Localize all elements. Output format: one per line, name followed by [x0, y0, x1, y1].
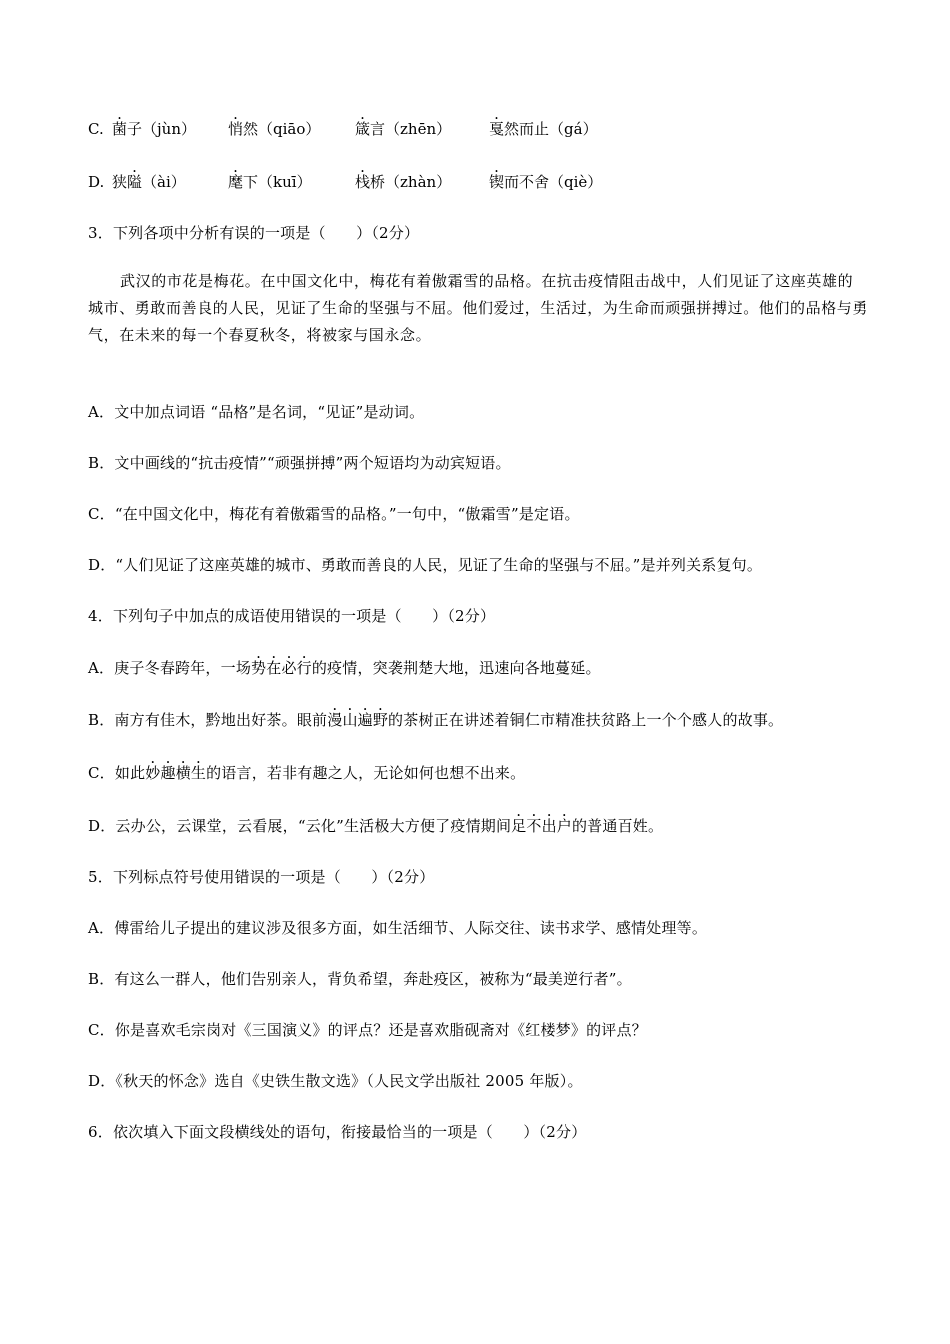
q4-a-pre: A．庚子冬春跨年，一场	[88, 659, 252, 677]
q2-d2-post: 下	[243, 173, 259, 191]
q2-c1-dotted: 菌	[112, 120, 128, 138]
q4-stem: 4．下列句子中加点的成语使用错误的一项是（ ）（2分）	[88, 607, 496, 625]
q4-d-post: 的普通百姓。	[571, 817, 664, 835]
q4-b-pre: B．南方有佳木，黔地出好茶。眼前	[88, 711, 328, 729]
q4-option-c	[88, 763, 525, 783]
dotted-char: 出	[541, 817, 557, 835]
q2-option-c-label: C.	[88, 120, 104, 138]
q3-option-a: A．文中加点词语 “品格”是名词，“见证”是动词。	[88, 403, 425, 421]
q2-c4-pinyin: （gá）	[549, 120, 598, 138]
q2-d1-pinyin: （ài）	[142, 173, 186, 191]
q2-d4-post: 而不舍	[504, 173, 550, 191]
q2-option-c-item-1	[112, 119, 196, 139]
dotted-char: 山	[342, 711, 358, 729]
q3-passage	[88, 268, 868, 349]
q2-option-d-item-1	[112, 172, 186, 192]
q4-b-idiom	[327, 711, 388, 729]
q6-stem: 6．依次填入下面文段横线处的语句，衔接最恰当的一项是（ ）（2分）	[88, 1123, 587, 1141]
q2-c4-dotted: 戛	[489, 120, 505, 138]
dotted-char: 横	[175, 764, 191, 782]
dotted-char: 在	[266, 659, 282, 677]
q4-b-post: 的茶树正在讲述着铜仁市精准扶贫路上一个个感人的故事。	[388, 711, 784, 729]
q2-c2-pinyin: （qiāo）	[258, 120, 321, 138]
q2-d2-pinyin: （kuī）	[258, 173, 312, 191]
q3-stem: 3．下列各项中分析有误的一项是（ ）（2分）	[88, 224, 420, 242]
dotted-char: 行	[296, 659, 312, 677]
q2-d1-dotted: 隘	[127, 173, 143, 191]
q2-c1-pinyin: （jùn）	[142, 120, 197, 138]
q5-option-b: B．有这么一群人，他们告别亲人，背负希望，奔赴疫区，被称为“最美逆行者”。	[88, 970, 632, 988]
q2-c4-post: 然而止	[504, 120, 550, 138]
dotted-char: 户	[556, 817, 572, 835]
q4-option-a	[88, 658, 601, 678]
dotted-char: 妙	[145, 764, 161, 782]
dotted-char: 足	[511, 817, 527, 835]
q5-option-a: A．傅雷给儿子提出的建议涉及很多方面，如生活细节、人际交往、读书求学、感情处理等。	[88, 919, 708, 937]
q3-option-d: D．“人们见证了这座英雄的城市、勇敢而善良的人民，见证了生命的坚强与不屈。”是并列关系复句。	[88, 556, 763, 574]
q2-c2-post: 然	[243, 120, 259, 138]
q4-option-d	[88, 816, 663, 836]
dotted-char: 必	[281, 659, 297, 677]
q2-option-d-item-3	[355, 172, 451, 192]
q4-option-b	[88, 710, 783, 730]
q3-option-b: B．文中画线的“抗击疫情”“顽强拼搏”两个短语均为动宾短语。	[88, 454, 511, 472]
q2-d3-dotted: 栈	[355, 173, 371, 191]
q4-d-pre: D．云办公，云课堂，云看展，“云化”生活极大方便了疫情期间	[88, 817, 512, 835]
q5-option-d: D．《秋天的怀念》选自《史铁生散文选》（人民文学出版社 2005 年版）。	[88, 1072, 583, 1090]
q5-option-c: C．你是喜欢毛宗岗对《三国演义》的评点？还是喜欢脂砚斋对《红楼梦》的评点？	[88, 1021, 647, 1039]
dotted-char: 不	[526, 817, 542, 835]
q2-option-c-item-3	[355, 119, 451, 139]
dotted-char: 势	[251, 659, 267, 677]
q3-passage-text: 武汉的市花是梅花。在中国文化中，梅花有着傲霜雪的品格。在抗击疫情阻击战中，人们见证了这座英雄的城市、勇敢而善良的人民，见证了生命的坚强与不屈。他们爱过，生活过，为生命而顽强拼搏过。他们的品格与勇气，在未来的每一个春夏秋冬，将被家与国永念。	[88, 272, 869, 344]
q4-c-idiom	[145, 764, 206, 782]
q4-d-idiom	[511, 817, 572, 835]
q2-d2-dotted: 麾	[228, 173, 244, 191]
q2-option-d-label: D.	[88, 173, 105, 191]
q3-option-c: C．“在中国文化中，梅花有着傲霜雪的品格。”一句中，“傲霜雪”是定语。	[88, 505, 580, 523]
q4-c-pre: C．如此	[88, 764, 146, 782]
q2-option-c-item-2	[228, 119, 320, 139]
q2-option-d-item-4	[489, 172, 602, 192]
q5-stem: 5．下列标点符号使用错误的一项是（ ）（2分）	[88, 868, 435, 886]
q2-c3-dotted: 箴	[355, 120, 371, 138]
q2-c3-post: 言	[370, 120, 386, 138]
q2-d3-post: 桥	[370, 173, 386, 191]
dotted-char: 野	[372, 711, 389, 729]
q2-d4-pinyin: （qiè）	[549, 173, 603, 191]
q2-c2-dotted: 悄	[228, 120, 244, 138]
q2-c3-pinyin: （zhēn）	[385, 120, 452, 138]
q2-option-d-item-2	[228, 172, 312, 192]
q4-a-post: 的疫情，突袭荆楚大地，迅速向各地蔓延。	[311, 659, 601, 677]
q4-c-post: 的语言，若非有趣之人，无论如何也想不出来。	[206, 764, 526, 782]
q2-d1-pre: 狭	[112, 173, 128, 191]
q2-c1-post: 子	[127, 120, 143, 138]
q2-d4-dotted: 锲	[489, 173, 505, 191]
dotted-char: 生	[190, 764, 207, 782]
dotted-char: 遍	[357, 711, 373, 729]
q2-option-c-item-4	[489, 119, 598, 139]
dotted-char: 趣	[160, 764, 176, 782]
q2-d3-pinyin: （zhàn）	[385, 173, 452, 191]
dotted-char: 漫	[327, 711, 343, 729]
q4-a-idiom	[251, 659, 312, 677]
